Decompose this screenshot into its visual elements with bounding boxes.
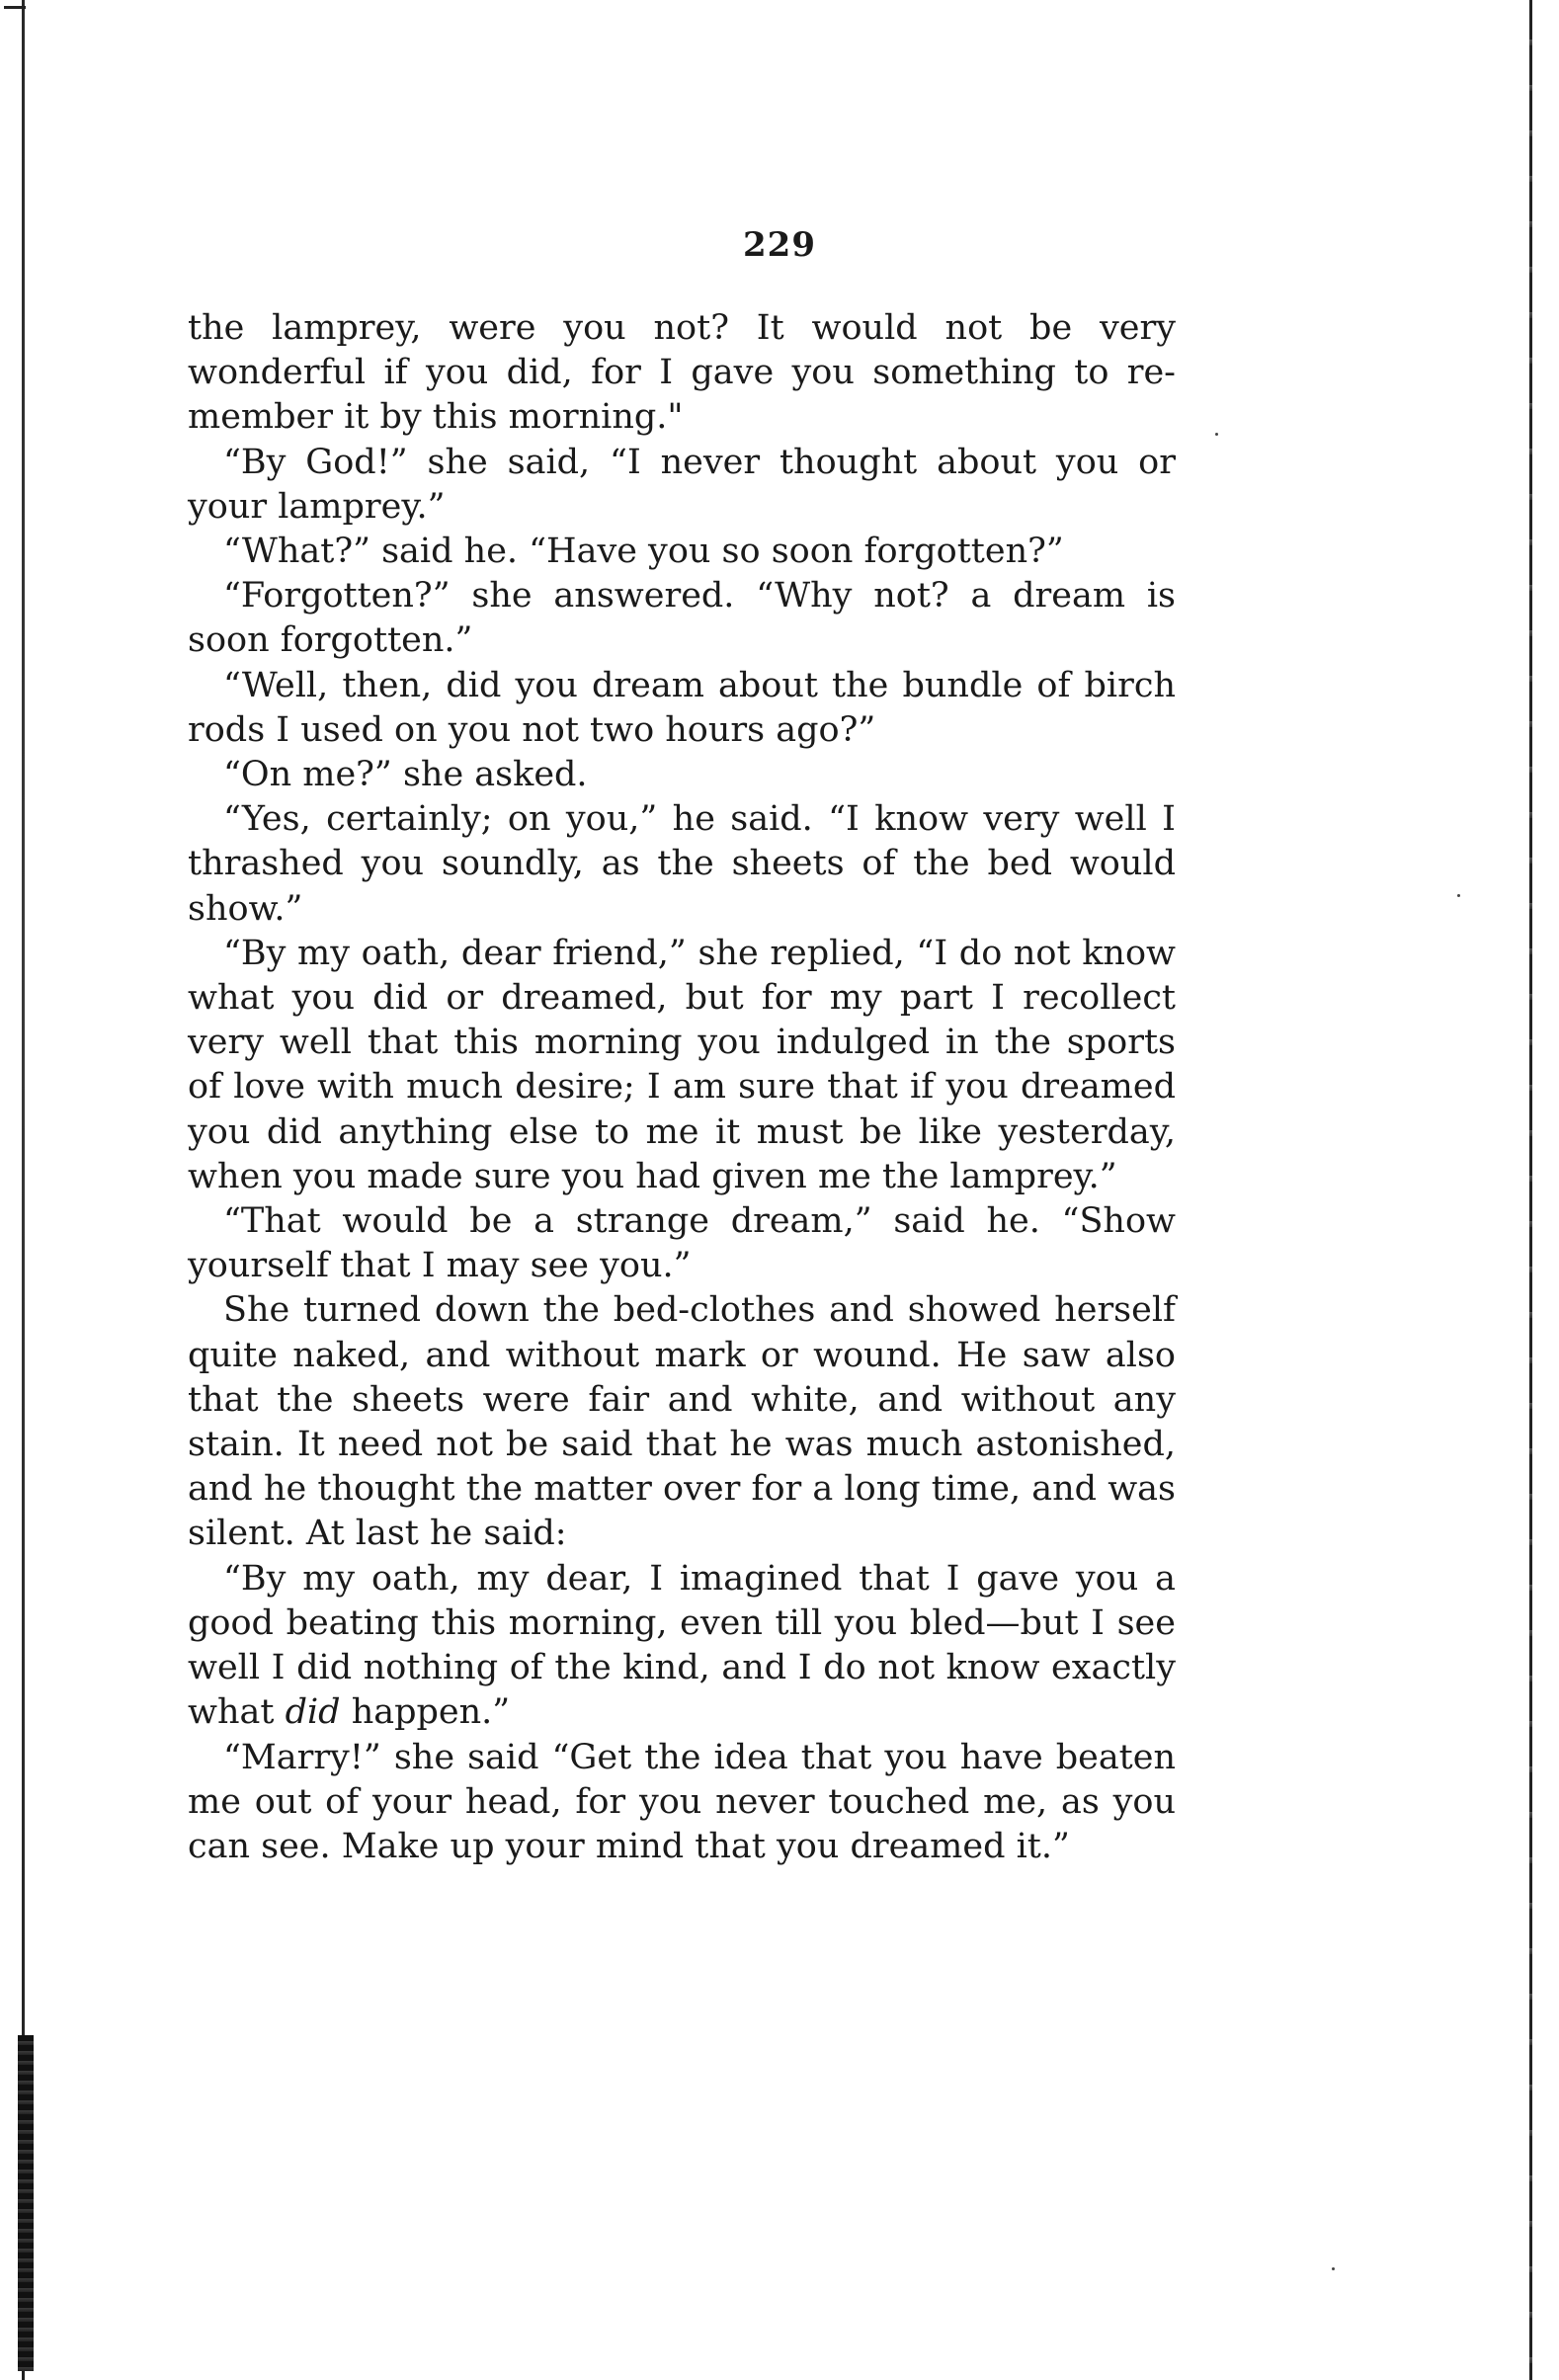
- paragraph: [188, 1288, 1176, 1556]
- text-line: “By my oath, dear friend,” she replied, “I do not know: [223, 933, 1176, 973]
- text-line: “By God!” she said, “I never thought about you or: [223, 442, 1176, 482]
- text-line: She turned down the bed-clothes and showed herself: [223, 1290, 1176, 1331]
- paragraph: [188, 306, 1176, 441]
- scan-binding-shadow: [18, 2035, 34, 2371]
- paragraph: [188, 1199, 1176, 1288]
- paragraph: [188, 1557, 1176, 1736]
- text-line: quite naked, and without mark or wound. He saw also: [188, 1335, 1176, 1375]
- paragraph: [188, 530, 1176, 574]
- text-line: “Marry!” she said “Get the idea that you have beaten: [223, 1737, 1176, 1777]
- paragraph: [188, 753, 1176, 797]
- text-line: very well that this morning you indulged in the sports: [188, 1023, 1176, 1063]
- paragraph: [188, 797, 1176, 932]
- scan-edge-left: [22, 0, 25, 2380]
- text-line: exactly what did happen.”: [188, 1648, 1176, 1733]
- paragraph: [188, 574, 1176, 663]
- text-line: you did anything else to me it must be like yesterday,: [188, 1111, 1176, 1152]
- scan-speck: [1215, 433, 1218, 436]
- text-line: wonderful if you did, for I gave you something to re-: [188, 353, 1176, 393]
- paragraph: [188, 932, 1176, 1199]
- text-line: “Yes, certainly; on you,” he said. “I know very well: [223, 799, 1147, 840]
- text-line: that the sheets were fair and white, and without any: [188, 1379, 1176, 1420]
- text-line: “Well, then, did you dream about the bundle of birch: [223, 665, 1176, 705]
- text-line: can see. Make up your mind that you dreamed it.”: [188, 1826, 1070, 1866]
- text-line: what you did or dreamed, but for my part I recollect: [188, 978, 1176, 1019]
- text-line: “On me?” she asked.: [223, 755, 588, 795]
- text-line: me out of your head, for you never touched me, as you: [188, 1781, 1176, 1822]
- text-line: soon forgotten.”: [188, 620, 473, 661]
- text-line: see well I did nothing of the kind, and I do not know: [188, 1602, 1176, 1688]
- scan-speck: [1332, 2267, 1335, 2270]
- text-line: “That would be a strange dream,” said he. “Show: [223, 1201, 1176, 1242]
- emphasis: did: [285, 1692, 341, 1733]
- text-line: and he thought the matter over for a long time, and was: [188, 1469, 1176, 1510]
- paragraph: [188, 441, 1176, 530]
- scan-speck: [1457, 894, 1460, 897]
- scan-edge-right: [1529, 0, 1532, 2380]
- body-text: [188, 306, 1176, 1869]
- text-line: “Forgotten?” she answered. “Why not? a dream is: [223, 576, 1176, 616]
- page-number: 229: [743, 225, 816, 265]
- text-line: of love with much desire; I am sure that if you dreamed: [188, 1067, 1176, 1108]
- text-line: yourself that I may see you.”: [188, 1246, 692, 1286]
- scan-edge-left-cap: [4, 6, 26, 9]
- text-line: I thrashed you soundly, as the sheets of the bed would: [188, 799, 1176, 884]
- text-line: when you made sure you had given me the lamprey.”: [188, 1156, 1117, 1196]
- text-line: silent. At last he said:: [188, 1514, 567, 1554]
- paragraph: [188, 664, 1176, 753]
- text-line: a good beating this morning, even till you bled—but I: [188, 1558, 1176, 1643]
- text-line: “By my oath, my dear, I imagined that I gave you: [223, 1558, 1139, 1599]
- text-line: rods I used on you not two hours ago?”: [188, 709, 876, 750]
- text-line: your lamprey.”: [188, 486, 446, 527]
- text-line: “What?” said he. “Have you so soon forgotten?”: [223, 532, 1064, 572]
- text-line: show.”: [188, 888, 303, 929]
- text-line: member it by this morning.": [188, 397, 684, 438]
- paragraph: [188, 1736, 1176, 1870]
- text-line: stain. It need not be said that he was much astonished,: [188, 1425, 1176, 1465]
- text-line: the lamprey, were you not? It would not be very: [188, 308, 1176, 348]
